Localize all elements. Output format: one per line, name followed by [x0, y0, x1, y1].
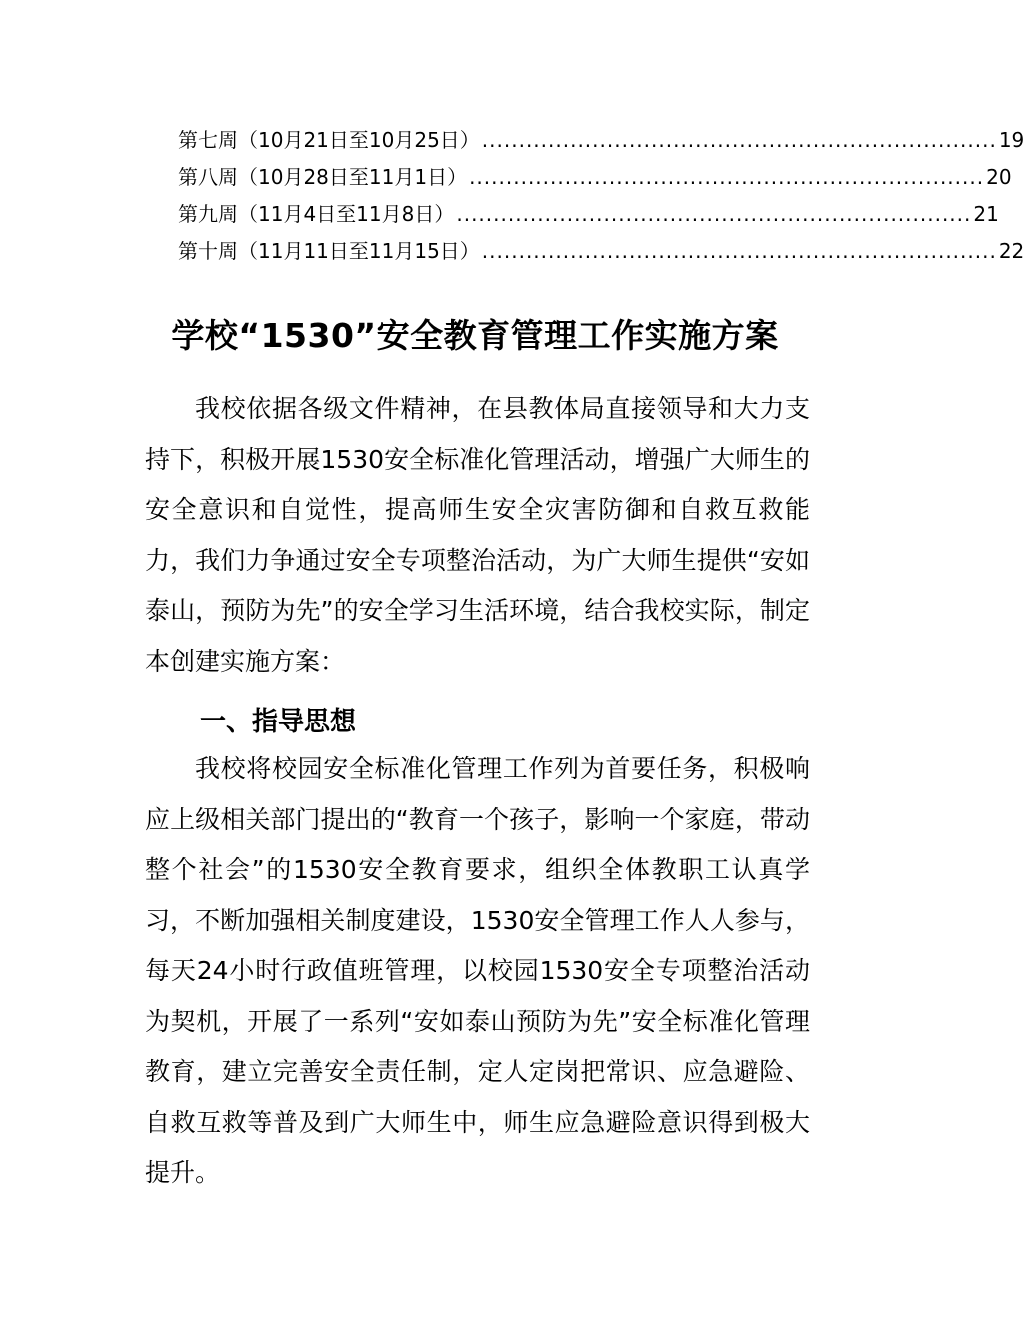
- toc-leader-dots: ......................................................................: [456, 202, 972, 226]
- toc-entry-label: 第八周（10月28日至11月1日）: [178, 165, 468, 189]
- toc-entry-label: 第九周（11月4日至11月8日）: [178, 202, 455, 226]
- toc-page-number: 19: [998, 128, 1024, 152]
- toc-entry-week-8[interactable]: [178, 159, 1012, 196]
- toc-entry-label: 第七周（10月21日至10月25日）: [178, 128, 480, 152]
- toc-leader-dots: ......................................................................: [481, 239, 997, 263]
- intro-paragraph: 我校依据各级文件精神，在县教体局直接领导和大力支持下，积极开展1530安全标准化管理活动，增强广大师生的安全意识和自觉性，提高师生安全灾害防御和自救互救能力，我们力争通过安全专项整治活动，为广大师生提供“安如泰山，预防为先”的安全学习生活环境，结合我校实际，制定本创建实施方案：: [145, 394, 810, 676]
- toc-entry-week-7[interactable]: [178, 122, 1024, 159]
- toc-entry-week-9[interactable]: [178, 196, 999, 233]
- table-of-contents: [178, 122, 1024, 270]
- toc-entry-week-10[interactable]: [178, 233, 1024, 270]
- section-body-paragraph: 我校将校园安全标准化管理工作列为首要任务，积极响应上级相关部门提出的“教育一个孩子，影响一个家庭，带动整个社会”的1530安全教育要求，组织全体教职工认真学习，不断加强相关制度建设，1530安全管理工作人人参与，每天24小时行政值班管理，以校园1530安全专项整治活动为契机，开展了一系列“安如泰山预防为先”安全标准化管理教育，建立完善安全责任制，定人定岗把常识、应急避险、自救互救等普及到广大师生中，师生应急避险意识得到极大提升。: [145, 754, 810, 1187]
- section-heading-guiding-ideology: 一、指导思想: [200, 707, 357, 737]
- toc-leader-dots: ......................................................................: [469, 165, 985, 189]
- toc-leader-dots: ......................................................................: [481, 128, 997, 152]
- toc-entry-label: 第十周（11月11日至11月15日）: [178, 239, 480, 263]
- toc-page-number: 22: [998, 239, 1024, 263]
- toc-page-number: 21: [973, 202, 999, 226]
- document-title: 学校“1530”安全教育管理工作实施方案: [171, 316, 779, 355]
- toc-page-number: 20: [986, 165, 1012, 189]
